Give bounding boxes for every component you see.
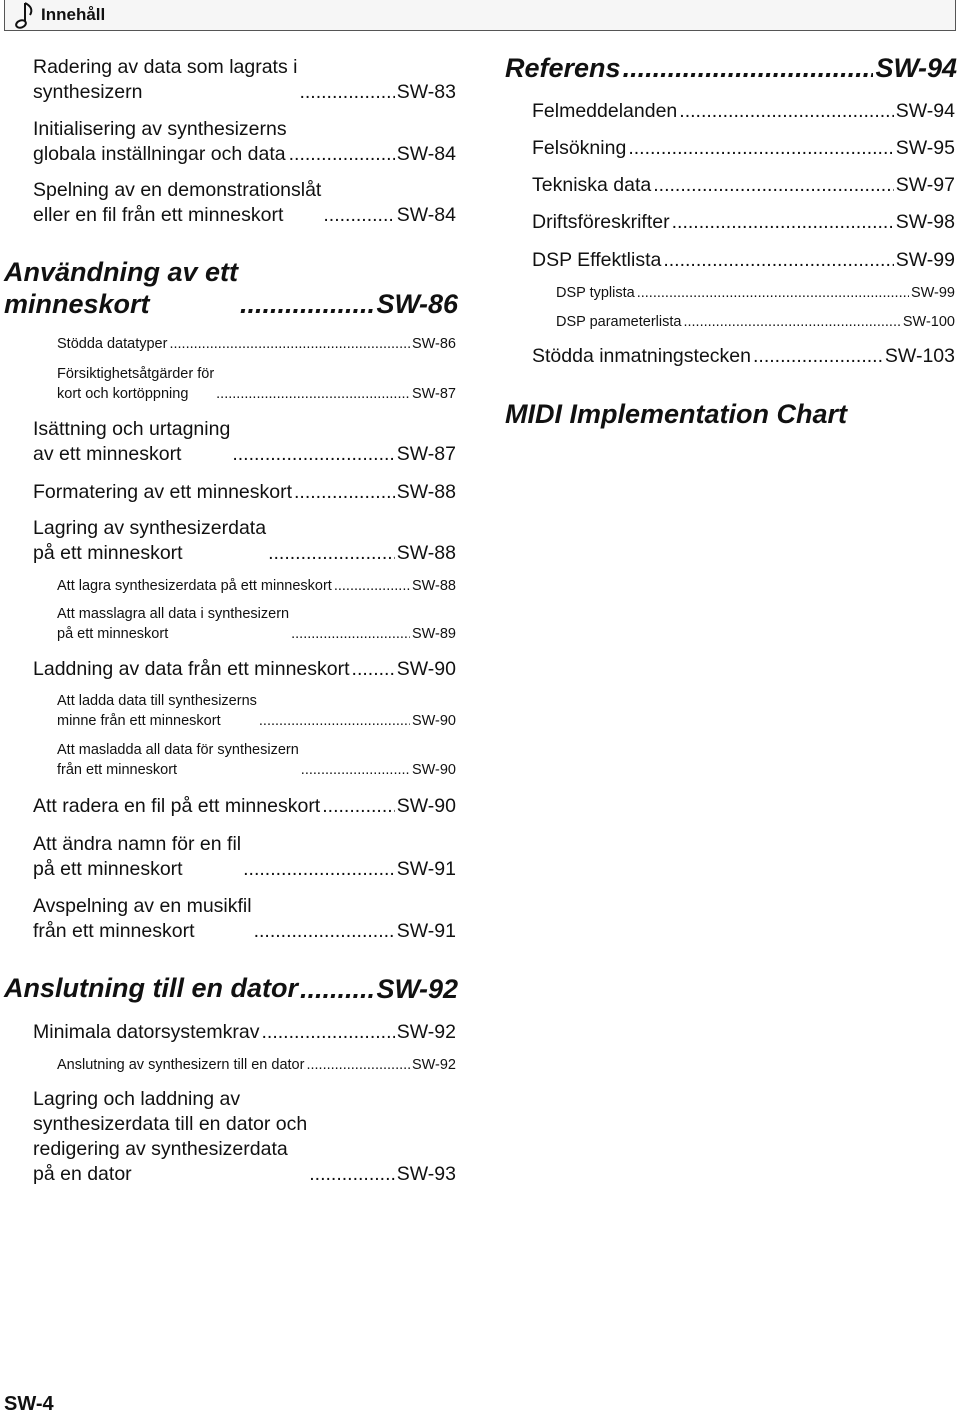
toc-page: SW-87 [411, 386, 456, 402]
toc-entry[interactable] [33, 657, 456, 682]
toc-entry-text: Initialisering av synthesizerns globala inställningar och data [33, 118, 287, 165]
toc-page: SW-90 [411, 762, 456, 778]
toc-page: SW-84 [396, 143, 456, 165]
toc-leader [352, 657, 395, 682]
toc-section-heading[interactable] [505, 52, 957, 84]
toc-entry-text: Att radera en fil på ett minneskort [33, 795, 321, 817]
toc-page: SW-90 [396, 795, 456, 817]
toc-page: SW-89 [411, 626, 456, 642]
toc-leader [322, 794, 395, 819]
toc-page: SW-92 [411, 1057, 456, 1073]
toc-page: SW-95 [895, 137, 955, 159]
toc-entry[interactable] [33, 480, 456, 505]
toc-entry[interactable] [532, 99, 955, 124]
toc-page: SW-99 [895, 249, 955, 271]
toc-leader [663, 248, 893, 273]
toc-entry-text: DSP Effektlista [532, 249, 662, 271]
toc-entry-text: Att masladda all data för synthesizern från ett minneskort [57, 742, 299, 778]
toc-entry-text: Felsökning [532, 137, 627, 159]
toc-page: SW-99 [910, 285, 955, 301]
toc-leader [240, 288, 374, 320]
toc-entry-text: Radering av data som lagrats i synthesizern [33, 56, 298, 103]
toc-page: SW-88 [411, 578, 456, 594]
toc-subentry[interactable] [57, 691, 456, 731]
toc-subentry[interactable] [57, 1055, 456, 1075]
toc-leader [628, 136, 893, 161]
toc-entry-text: DSP typlista [556, 285, 635, 301]
toc-subentry[interactable] [57, 576, 456, 596]
toc-subentry[interactable] [556, 312, 955, 332]
section-header-bar [4, 0, 956, 31]
toc-subentry[interactable] [556, 283, 955, 303]
toc-leader [291, 624, 410, 644]
toc-page: SW-100 [902, 314, 955, 330]
toc-entry[interactable] [33, 1087, 456, 1187]
toc-leader [294, 480, 395, 505]
toc-leader [679, 99, 893, 124]
toc-subentry[interactable] [57, 364, 456, 404]
toc-leader [299, 80, 394, 105]
toc-leader [309, 1162, 395, 1187]
toc-entry-text: Lagring och laddning av synthesizerdata till en dator och redigering av synthesizerdata på en dator [33, 1088, 308, 1185]
toc-leader [672, 210, 894, 235]
toc-subentry[interactable] [57, 740, 456, 780]
toc-entry-text: Att lagra synthesizerdata på ett minneskort [57, 578, 332, 594]
toc-page: SW-90 [396, 658, 456, 680]
toc-page: SW-88 [396, 481, 456, 503]
toc-leader [334, 576, 410, 596]
toc-entry-text: Försiktighetsåtgärder för kort och kortöppning [57, 366, 215, 402]
toc-entry-text: Minimala datorsystemkrav [33, 1021, 260, 1043]
toc-entry-text: Avspelning av en musikfil från ett minneskort [33, 895, 252, 942]
toc-page: SW-91 [396, 920, 456, 942]
toc-entry[interactable] [33, 516, 456, 566]
toc-leader [261, 1020, 394, 1045]
toc-page: SW-98 [895, 211, 955, 233]
page-number: SW-4 [4, 1393, 54, 1415]
toc-leader [623, 52, 874, 84]
toc-leader [301, 760, 410, 780]
toc-leader [753, 344, 883, 369]
toc-entry-text: Felmeddelanden [532, 100, 678, 122]
toc-entry[interactable] [532, 136, 955, 161]
toc-leader [268, 541, 395, 566]
toc-entry[interactable] [33, 178, 456, 228]
toc-page: SW-92 [396, 1021, 456, 1043]
toc-entry-text: Att ladda data till synthesizerns minne från ett minneskort [57, 693, 257, 729]
toc-page: SW-92 [376, 974, 458, 1004]
toc-entry[interactable] [532, 344, 955, 369]
toc-page: SW-86 [411, 336, 456, 352]
toc-leader [232, 442, 394, 467]
toc-page: SW-91 [396, 858, 456, 880]
toc-entry[interactable] [532, 173, 955, 198]
toc-page: SW-84 [396, 204, 456, 226]
toc-entry-text: Formatering av ett minneskort [33, 481, 293, 503]
toc-leader [216, 384, 410, 404]
toc-leader [300, 973, 375, 1005]
toc-section-text: Anslutning till en dator [4, 973, 298, 1003]
toc-entry-text: Isättning och urtagning av ett minneskort [33, 418, 231, 465]
toc-entry[interactable] [33, 1020, 456, 1045]
toc-entry-text: Tekniska data [532, 174, 652, 196]
toc-page: SW-93 [396, 1163, 456, 1185]
toc-page: SW-103 [884, 345, 955, 367]
toc-entry[interactable] [33, 794, 456, 819]
toc-leader [259, 711, 410, 731]
toc-page: SW-87 [396, 443, 456, 465]
toc-entry-text: Att masslagra all data i synthesizern på ett minneskort [57, 606, 290, 642]
toc-leader [243, 857, 395, 882]
toc-leader [254, 919, 395, 944]
toc-subentry[interactable] [57, 604, 456, 644]
toc-section-heading[interactable] [4, 972, 458, 1005]
toc-entry-text: Driftsföreskrifter [532, 211, 670, 233]
header-title: Innehåll [41, 5, 106, 24]
toc-entry-text: Anslutning av synthesizern till en dator [57, 1057, 305, 1073]
toc-entry-text: Laddning av data från ett minneskort [33, 658, 350, 680]
toc-leader [653, 173, 894, 198]
toc-leader [289, 142, 395, 167]
toc-entry[interactable] [33, 117, 456, 167]
toc-leader [323, 203, 394, 228]
toc-page: SW-97 [895, 174, 955, 196]
toc-section-text: Användning av ett minneskort [4, 257, 239, 319]
toc-entry-text: Spelning av en demonstrationslåt eller en fil från ett minneskort [33, 179, 322, 226]
toc-entry-text: Att ändra namn för en fil på ett minneskort [33, 833, 242, 880]
toc-entry[interactable] [33, 894, 456, 944]
toc-page: SW-83 [396, 81, 456, 103]
toc-entry[interactable] [33, 832, 456, 882]
toc-section-text: Referens [505, 53, 621, 83]
toc-entry-text: DSP parameterlista [556, 314, 682, 330]
toc-entry-text: Lagring av synthesizerdata på ett minneskort [33, 517, 267, 564]
toc-entry[interactable] [532, 248, 955, 273]
toc-section-text: MIDI Implementation Chart [505, 399, 848, 429]
music-note-icon [11, 0, 37, 30]
toc-page: SW-88 [396, 542, 456, 564]
toc-entry[interactable] [532, 210, 955, 235]
toc-entry-text: Stödda datatyper [57, 336, 168, 352]
toc-leader [169, 334, 409, 354]
toc-entry-text: Stödda inmatningstecken [532, 345, 751, 367]
toc-page: SW-94 [895, 100, 955, 122]
toc-entry[interactable] [33, 417, 456, 467]
toc-section-heading[interactable] [4, 256, 458, 320]
toc-page: SW-94 [875, 53, 957, 83]
toc-entry[interactable] [33, 55, 456, 105]
toc-subentry[interactable] [57, 334, 456, 354]
toc-page: SW-90 [411, 713, 456, 729]
toc-section-heading[interactable] [505, 398, 957, 430]
toc-leader [683, 312, 900, 332]
toc-leader [306, 1055, 409, 1075]
toc-leader [637, 283, 909, 303]
toc-page: SW-86 [376, 289, 458, 319]
